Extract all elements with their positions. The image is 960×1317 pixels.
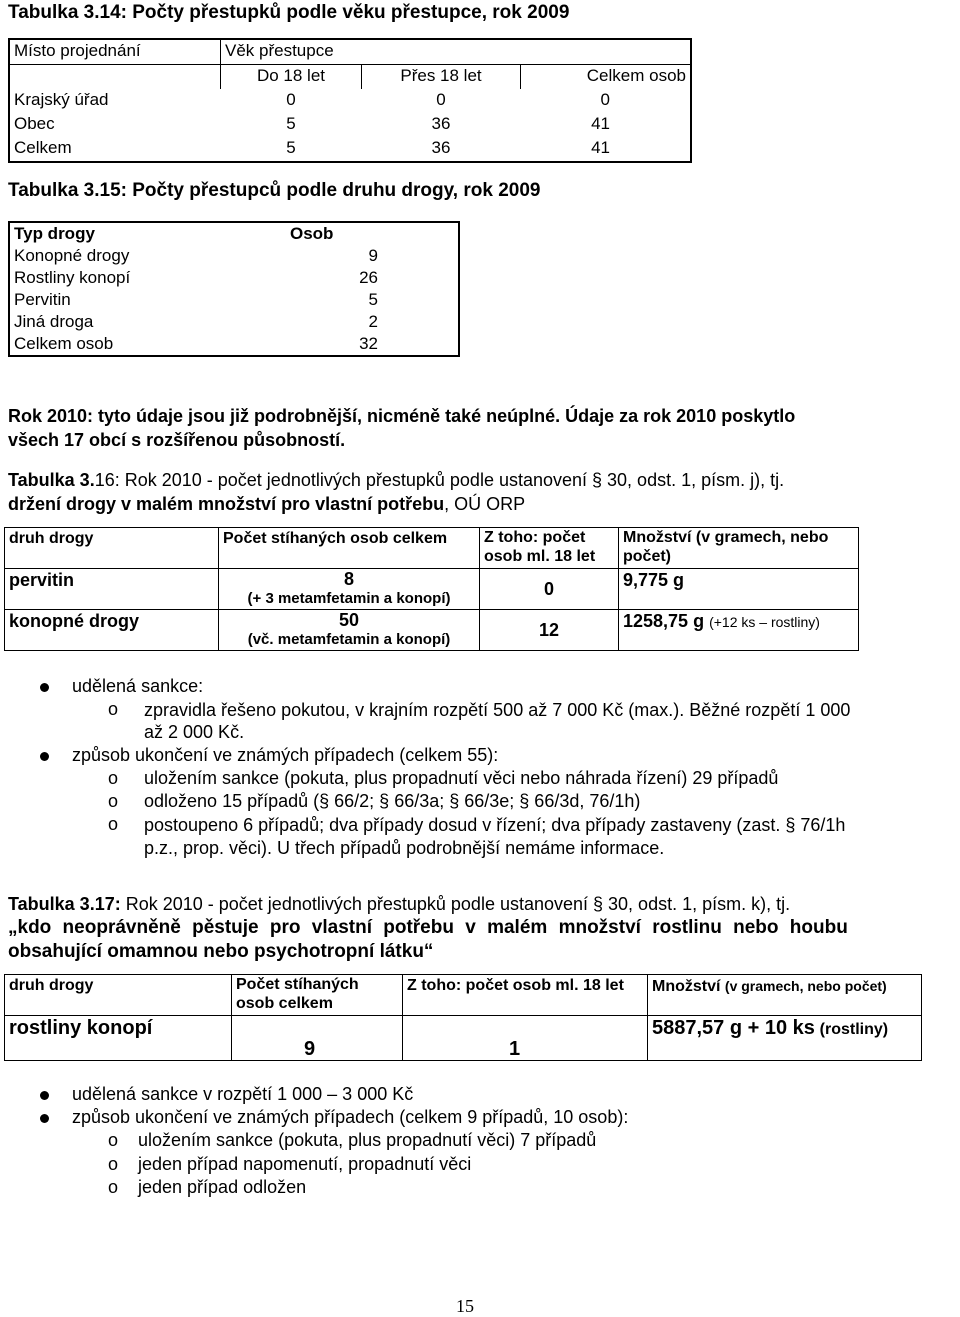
bullet-icon bbox=[40, 752, 49, 761]
table-3-15 bbox=[8, 221, 460, 357]
header-over-18: Přes 18 let bbox=[362, 65, 521, 90]
header-under-18: Do 18 let bbox=[221, 65, 362, 90]
bullet-icon bbox=[40, 1091, 49, 1100]
list-item: udělená sankce v rozpětí 1 000 – 3 000 Kč bbox=[72, 1084, 414, 1104]
list-subitem: zpravidla řešeno pokutou, v krajním rozpětí 500 až 7 000 Kč (max.). Běžné rozpětí 1 000 až 2 000 Kč. bbox=[144, 700, 851, 742]
header-amount: Množství (v gramech, nebo počet) bbox=[619, 528, 859, 569]
table-row: Jiná droga 2 bbox=[14, 312, 378, 331]
list-subitem: odloženo 15 případů (§ 66/2; § 66/3a; § 66/3e; § 66/3d, 76/1h) bbox=[144, 791, 641, 811]
table-row: Krajský úřad 0 0 0 bbox=[14, 90, 610, 109]
table-row: Obec 5 36 41 bbox=[14, 114, 610, 133]
bullet-icon bbox=[40, 1114, 49, 1123]
list-subitem: postoupeno 6 případů; dva případy dosud v řízení; dva případy zastaveny (zast. § 76/1h p.z., prop. věci). U třech případů podrobnější nemáme informace. bbox=[144, 815, 846, 858]
header-minor: Z toho: počet osob ml. 18 let bbox=[403, 975, 648, 1016]
list-subitem: uložením sankce (pokuta, plus propadnutí věci) 7 případů bbox=[138, 1130, 597, 1150]
table-row: Celkem 5 36 41 bbox=[14, 138, 610, 157]
page-number: 15 bbox=[456, 1296, 474, 1316]
header-amount: Množství (v gramech, nebo počet) bbox=[648, 975, 922, 1016]
header-drug-type: Typ drogy bbox=[14, 224, 95, 243]
table-3-17-title: Tabulka 3.17: Rok 2010 - počet jednotlivých přestupků podle ustanovení § 30, odst. 1, písm. k), tj. „kdo neoprávněně pěstuje pro vlastní potřebu v malém množství rostlinu nebo houbu obsahující omamnou nebo psychotropní látku“ bbox=[8, 894, 848, 962]
header-minor: Z toho: počet osob ml. 18 let bbox=[480, 528, 619, 569]
table-row: rostliny konopí 9 1 5887,57 g + 10 ks (rostliny) bbox=[5, 1016, 922, 1061]
header-total: Celkem osob bbox=[586, 66, 686, 85]
header-age: Věk přestupce bbox=[221, 39, 692, 65]
table-row: Pervitin 5 bbox=[14, 290, 378, 309]
header-place: Místo projednání bbox=[9, 39, 221, 65]
list-item: způsob ukončení ve známých případech (celkem 9 případů, 10 osob): bbox=[72, 1107, 629, 1127]
table-row: Celkem osob 32 bbox=[14, 334, 378, 353]
list-subitem: jeden případ odložen bbox=[138, 1177, 307, 1197]
table-3-15-title: Tabulka 3.15: Počty přestupců podle druhu drogy, rok 2009 bbox=[8, 180, 541, 201]
list-subitem: uložením sankce (pokuta, plus propadnutí věci nebo náhrada řízení) 29 případů bbox=[144, 768, 779, 788]
table-row: pervitin 8 (+ 3 metamfetamin a konopí) 0 9,775 g bbox=[5, 569, 859, 610]
bullet-icon bbox=[40, 683, 49, 692]
list-item: způsob ukončení ve známých případech (celkem 55): bbox=[72, 745, 499, 765]
intro-paragraph: Rok 2010: tyto údaje jsou již podrobnější, nicméně také neúplné. Údaje za rok 2010 poskytlo všech 17 obcí s rozšířenou působností. bbox=[8, 406, 796, 450]
header-count: Počet stíhaných osob celkem bbox=[219, 528, 480, 569]
table-3-16-title: Tabulka 3.16: Rok 2010 - počet jednotlivých přestupků podle ustanovení § 30, odst. 1, písm. j), tj. držení drogy v malém množství pro vlastní potřebu, OÚ ORP bbox=[8, 470, 785, 514]
table-row: konopné drogy 50 (vč. metamfetamin a konopí) 12 1258,75 g (+12 ks – rostliny) bbox=[5, 610, 859, 651]
table-3-16 bbox=[4, 527, 859, 651]
table-3-14 bbox=[8, 38, 692, 163]
header-count: Počet stíhaných osob celkem bbox=[232, 975, 403, 1016]
header-persons: Osob bbox=[290, 224, 334, 243]
table-3-17 bbox=[4, 974, 922, 1061]
table-3-14-title: Tabulka 3.14: Počty přestupků podle věku přestupce, rok 2009 bbox=[8, 2, 570, 23]
list-subitem: jeden případ napomenutí, propadnutí věci bbox=[138, 1154, 472, 1174]
header-drug: druh drogy bbox=[5, 528, 219, 569]
header-drug: druh drogy bbox=[5, 975, 232, 1016]
table-row: Konopné drogy 9 bbox=[14, 246, 378, 265]
list-item: udělená sankce: bbox=[72, 676, 204, 696]
table-row: Rostliny konopí 26 bbox=[14, 268, 378, 287]
